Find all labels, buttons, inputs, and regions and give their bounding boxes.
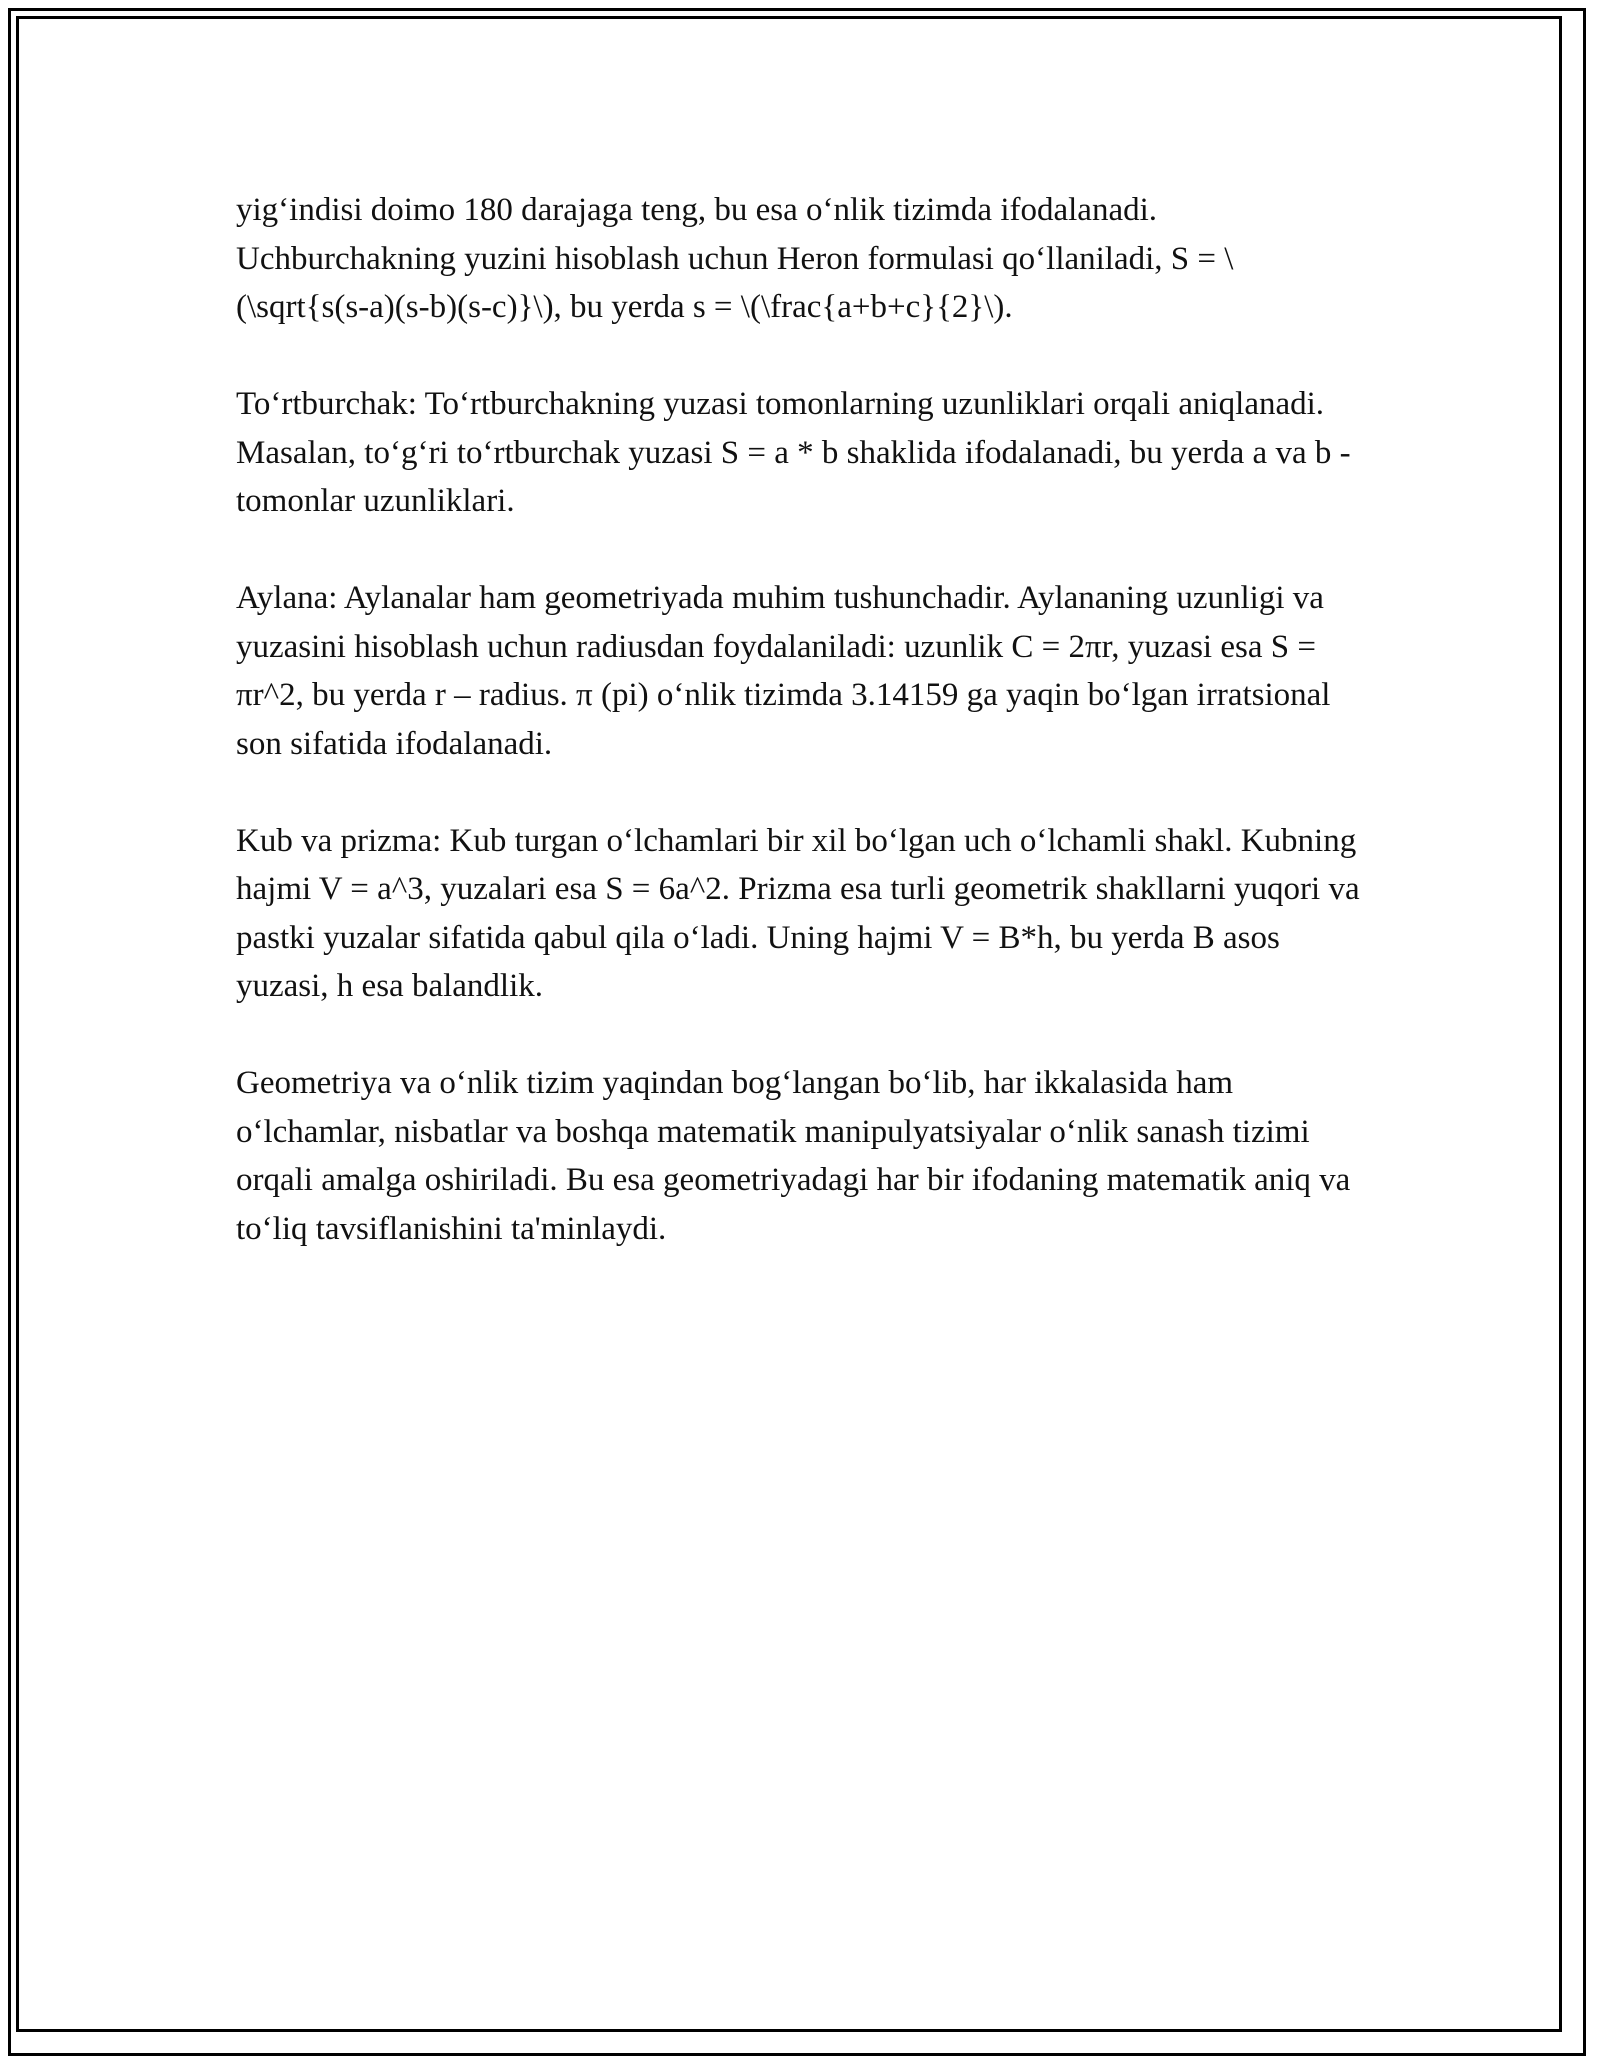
paragraph-conclusion: Geometriya va o‘nlik tizim yaqindan bog‘langan bo‘lib, har ikkalasida ham o‘lchamlar, nisbatlar va boshqa matematik manipulyatsiyalar o‘nlik sanash tizimi orqali amalga oshiriladi. Bu esa geometriyadagi har bir ifodaning matematik aniq va to‘liq tavsiflanishini ta'minlaydi. <box>236 1065 1351 1247</box>
document-body <box>236 186 1360 1302</box>
paragraph-circle: Aylana: Aylanalar ham geometriyada muhim tushunchadir. Aylananing uzunligi va yuzasini hisoblash uchun radiusdan foydalaniladi: uzunlik C = 2πr, yuzasi esa S = πr^2, bu yerda r – radius. π (pi) o‘nlik tizimda 3.14159 ga yaqin bo‘lgan irratsional son sifatida ifodalanadi. <box>236 580 1331 762</box>
paragraph-cube-prism: Kub va prizma: Kub turgan o‘lchamlari bir xil bo‘lgan uch o‘lchamli shakl. Kubning hajmi V = a^3, yuzalari esa S = 6a^2. Prizma esa turli geometrik shakllarni yuqori va pastki yuzalar sifatida qabul qila o‘ladi. Uning hajmi V = B*h, bu yerda B asos yuzasi, h esa balandlik. <box>236 822 1360 1004</box>
paragraph-triangle-heron: yig‘indisi doimo 180 darajaga teng, bu esa o‘nlik tizimda ifodalanadi. Uchburchakning yuzini hisoblash uchun Heron formulasi qo‘llaniladi, S = \(\sqrt{s(s-a)(s-b)(s-c)}\), bu yerda s = \(\frac{a+b+c}{2}\). <box>236 192 1234 325</box>
paragraph-rectangle: To‘rtburchak: To‘rtburchakning yuzasi tomonlarning uzunliklari orqali aniqlanadi. Masalan, to‘g‘ri to‘rtburchak yuzasi S = a * b shaklida ifodalanadi, bu yerda a va b - tomonlar uzunliklari. <box>236 386 1351 519</box>
